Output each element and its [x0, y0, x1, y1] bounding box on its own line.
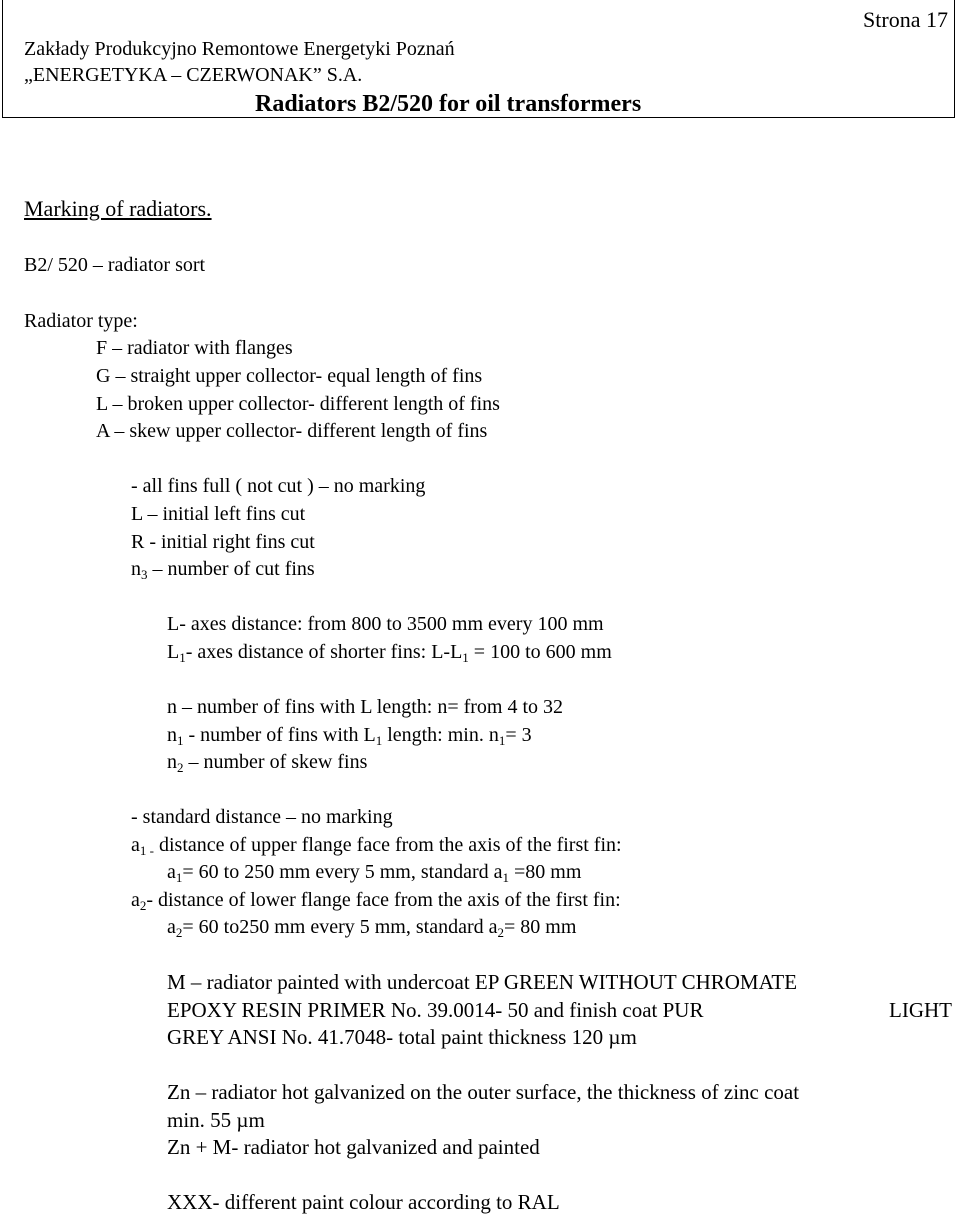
radiator-type-label: Radiator type: — [24, 310, 138, 332]
document-title: Radiators B2/520 for oil transformers — [255, 91, 642, 117]
company-line: Zakłady Produkcyjno Remontowe Energetyki Poznań — [24, 38, 455, 60]
flange-a1-values: $a_1= 60$ to 250 mm every 5 mm, standard $a_1 =80$ mm — [167, 861, 582, 885]
fins-right-cut: R - initial right fins cut — [131, 531, 315, 553]
flange-a2-values: $a_2= 60$ to250 mm every 5 mm, standard $a_2= 80$ mm — [167, 916, 577, 940]
type-item-l: L – broken upper collector- different length of fins — [96, 393, 500, 415]
company-name: „ENERGETYKA – CZERWONAK” S.A. — [24, 64, 363, 86]
radiator-sort: B2/ 520 – radiator sort — [24, 254, 206, 276]
zinc-line1: Zn – radiator hot galvanized on the outer surface, the thickness of zinc coat — [167, 1080, 800, 1104]
flange-a1: $a_{1 -}$ distance of upper flange face from the axis of the first fin: — [131, 834, 622, 858]
standard-distance: - standard distance – no marking — [131, 806, 393, 828]
paint-m-line2-right: LIGHT — [889, 998, 952, 1022]
fins-left-cut: L – initial left fins cut — [131, 503, 306, 525]
type-item-g: G – straight upper collector- equal length of fins — [96, 365, 483, 387]
axes-distance-shorter: $L_1-$ axes distance of shorter fins: $L-L_1 = 100$ to 600 mm — [167, 641, 612, 665]
paint-m-line2: EPOXY RESIN PRIMER No. 39.0014- 50 and finish coat PUR — [167, 998, 704, 1022]
fins-full: - all fins full ( not cut ) – no marking — [131, 475, 426, 497]
fins-n3: $n_3$ – number of cut fins — [131, 558, 315, 582]
section-title: Marking of radiators. — [24, 196, 212, 221]
zinc-line2: min. 55 µm — [167, 1108, 265, 1132]
page-label: Strona 17 — [863, 7, 948, 32]
fins-count-n2: $n_2$ – number of skew fins — [167, 751, 368, 775]
type-item-a: A – skew upper collector- different length of fins — [96, 420, 488, 442]
flange-a2: $a_2-$ distance of lower flange face from the axis of the first fin: — [131, 889, 621, 913]
ral-colour: XXX- different paint colour according to RAL — [167, 1190, 560, 1214]
fins-count-n1: $n_1$ - number of fins with $L_1$ length: min. $n_1= 3$ — [167, 724, 532, 748]
paint-m-line3: GREY ANSI No. 41.7048- total paint thickness 120 µm — [167, 1025, 637, 1049]
paint-m-line1: M – radiator painted with undercoat EP GREEN WITHOUT CHROMATE — [167, 970, 798, 994]
fins-count-n: n – number of fins with L length: n= from 4 to 32 — [167, 696, 564, 718]
type-item-f: F – radiator with flanges — [96, 337, 293, 359]
axes-distance: L- axes distance: from 800 to 3500 mm every 100 mm — [167, 613, 604, 635]
zinc-painted: Zn + M- radiator hot galvanized and painted — [167, 1135, 540, 1159]
